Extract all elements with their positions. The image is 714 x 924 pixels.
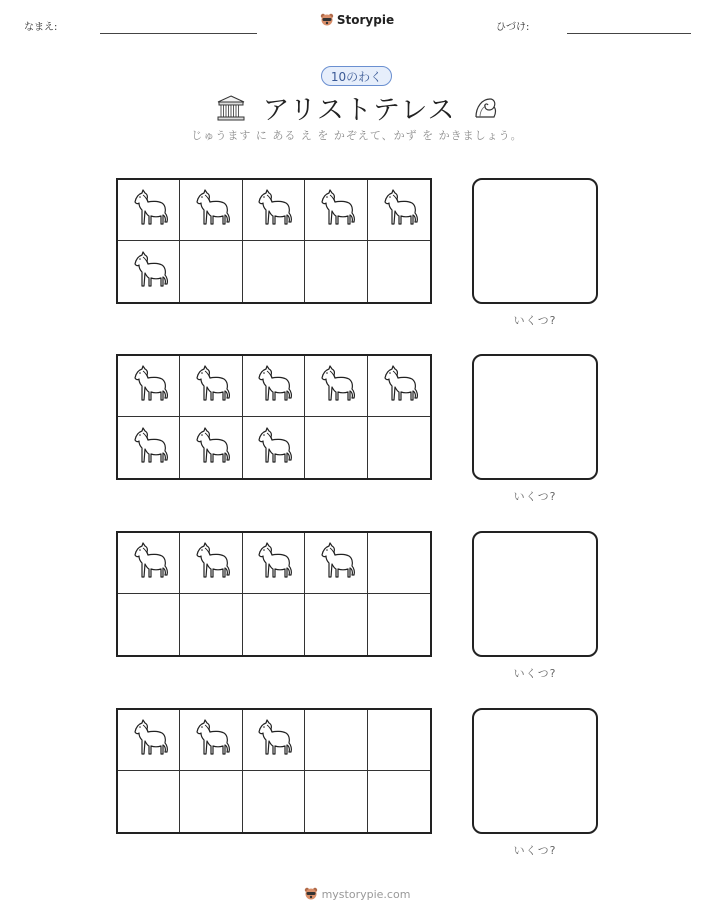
ten-frame-cell (368, 356, 430, 417)
horse-icon (127, 362, 171, 410)
ten-frame-cell (368, 710, 430, 771)
ten-frame-cell (180, 594, 242, 655)
answer-box[interactable] (472, 178, 598, 304)
horse-icon (251, 424, 295, 472)
ten-frame-cell (118, 356, 180, 417)
title-row (0, 88, 714, 127)
horse-icon (314, 539, 358, 587)
horse-icon (189, 186, 233, 234)
ten-frame-cell (243, 356, 305, 417)
horse-icon (251, 716, 295, 764)
storypie-logo-icon (320, 12, 334, 28)
ten-frame-cell (305, 417, 367, 478)
ten-frame (116, 708, 432, 834)
ten-frame-cell (180, 180, 242, 241)
ten-frame-cell (243, 594, 305, 655)
instructions: じゅうます に ある え を かぞえて、かず を かきましょう。 (191, 129, 523, 142)
ten-frame-cell (305, 356, 367, 417)
ten-frame-cell (243, 771, 305, 832)
horse-icon (189, 424, 233, 472)
date-line[interactable] (567, 33, 691, 34)
answer-box[interactable] (472, 708, 598, 834)
horse-icon (251, 539, 295, 587)
ten-frame-cell (118, 771, 180, 832)
ten-frame-cell (243, 710, 305, 771)
shell-icon (472, 95, 498, 121)
ten-frame-cell (305, 180, 367, 241)
answer-prompt: いくつ? (513, 490, 557, 503)
footer-url[interactable]: mystorypie.com (321, 887, 411, 901)
ten-frame-cell (118, 533, 180, 594)
date-label: ひづけ: (496, 22, 530, 33)
ten-frame-cell (243, 417, 305, 478)
parthenon-icon (216, 93, 246, 123)
ten-frame-cell (180, 533, 242, 594)
horse-icon (189, 539, 233, 587)
horse-icon (377, 362, 421, 410)
worksheet-type-badge: 10のわく (321, 66, 392, 86)
ten-frame-cell (305, 594, 367, 655)
ten-frame-cell (118, 417, 180, 478)
horse-icon (127, 539, 171, 587)
ten-frame-cell (180, 241, 242, 302)
ten-frame-cell (305, 533, 367, 594)
name-line[interactable] (100, 33, 257, 34)
ten-frame-cell (118, 594, 180, 655)
horse-icon (127, 716, 171, 764)
answer-box[interactable] (472, 531, 598, 657)
answer-prompt: いくつ? (513, 844, 557, 857)
horse-icon (251, 362, 295, 410)
ten-frame-cell (180, 710, 242, 771)
ten-frame-cell (368, 771, 430, 832)
horse-icon (377, 186, 421, 234)
ten-frame-cell (368, 180, 430, 241)
answer-prompt: いくつ? (513, 314, 557, 327)
answer-prompt: いくつ? (513, 667, 557, 680)
answer-box[interactable] (472, 354, 598, 480)
ten-frame (116, 178, 432, 304)
ten-frame-cell (243, 533, 305, 594)
ten-frame-cell (118, 710, 180, 771)
ten-frame-cell (118, 180, 180, 241)
ten-frame-cell (368, 533, 430, 594)
storypie-logo-icon (304, 886, 318, 902)
ten-frame-cell (368, 241, 430, 302)
ten-frame (116, 354, 432, 480)
horse-icon (314, 362, 358, 410)
ten-frame-cell (368, 594, 430, 655)
ten-frame-cell (243, 241, 305, 302)
ten-frame-cell (118, 241, 180, 302)
ten-frame-cell (368, 417, 430, 478)
page-title: アリストテレス (262, 95, 456, 126)
horse-icon (189, 362, 233, 410)
horse-icon (189, 716, 233, 764)
brand-name: Storypie (336, 13, 395, 27)
ten-frame-cell (243, 180, 305, 241)
ten-frame-cell (180, 771, 242, 832)
ten-frame-cell (180, 356, 242, 417)
brand (0, 12, 714, 28)
ten-frame-cell (305, 771, 367, 832)
ten-frame-cell (180, 417, 242, 478)
ten-frame-cell (305, 710, 367, 771)
footer (0, 886, 714, 902)
horse-icon (127, 424, 171, 472)
horse-icon (127, 186, 171, 234)
ten-frame-cell (305, 241, 367, 302)
name-label: なまえ: (24, 22, 58, 33)
horse-icon (251, 186, 295, 234)
horse-icon (127, 248, 171, 296)
horse-icon (314, 186, 358, 234)
ten-frame (116, 531, 432, 657)
